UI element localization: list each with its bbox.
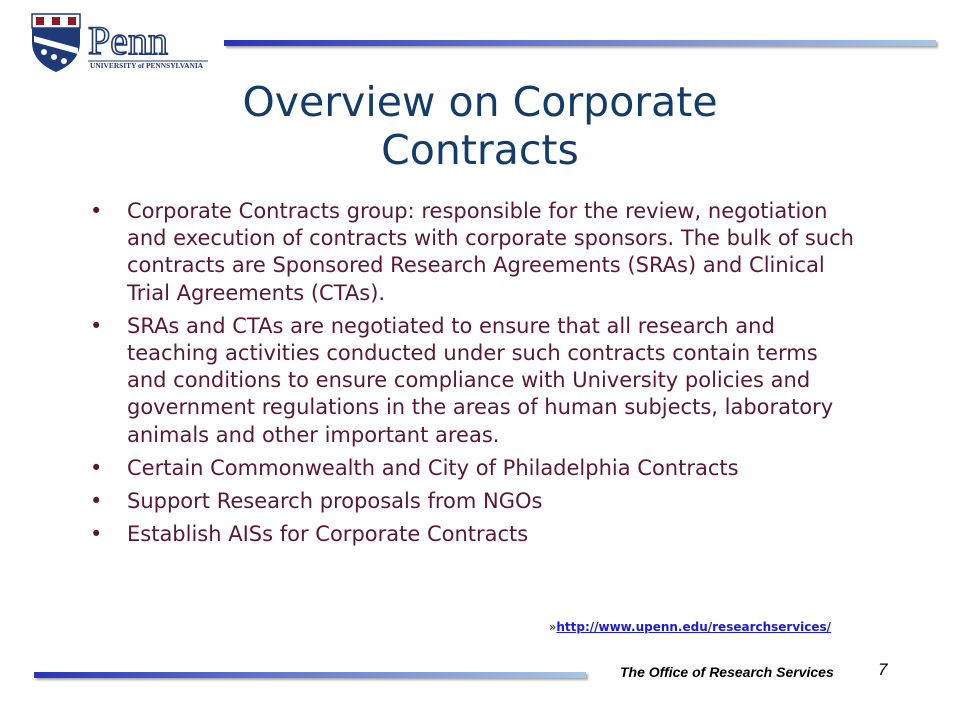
bullet-item — [90, 198, 860, 307]
bullet-icon: • — [90, 489, 103, 514]
bullet-list — [90, 198, 860, 554]
research-services-link-row — [549, 620, 831, 634]
footer-office-name: The Office of Research Services — [620, 664, 834, 680]
bullet-icon: • — [90, 199, 103, 223]
page-number: 7 — [878, 660, 888, 679]
research-services-link[interactable]: http://www.upenn.edu/researchservices/ — [556, 620, 832, 634]
bullet-icon: • — [90, 455, 103, 480]
bullet-text: Certain Commonwealth and City of Philadelphia Contracts — [127, 455, 739, 480]
bullet-item — [90, 313, 860, 449]
link-prefix: » — [549, 620, 557, 634]
penn-subtitle: UNIVERSITY of PENNSYLVANIA — [90, 61, 204, 70]
footer-divider-bar — [34, 672, 586, 678]
bullet-text: SRAs and CTAs are negotiated to ensure that all research and teaching activities conducted under such contracts contain terms and conditions to ensure compliance with University policies and government regulations in the areas of human subjects, laboratory animals and other important areas. — [127, 313, 834, 447]
bullet-icon: • — [90, 313, 103, 338]
bullet-text: Support Research proposals from NGOs — [127, 489, 543, 514]
bullet-text: Corporate Contracts group: responsible for the review, negotiation and execution of contracts with corporate sponsors. The bulk of such contracts are Sponsored Research Agreements (SRAs) and Clinical Trial Agreements (CTAs). — [127, 199, 854, 305]
penn-wordmark: Penn — [88, 18, 168, 63]
bullet-item — [90, 521, 860, 548]
bullet-text: Establish AISs for Corporate Contracts — [127, 522, 529, 547]
penn-logo — [30, 12, 210, 74]
penn-shield-icon — [30, 12, 210, 74]
bullet-item — [90, 488, 860, 515]
bullet-item — [90, 455, 860, 482]
bullet-icon: • — [90, 522, 103, 547]
header-divider-bar — [224, 40, 936, 46]
slide-title: Overview on Corporate Contracts — [242, 78, 718, 174]
